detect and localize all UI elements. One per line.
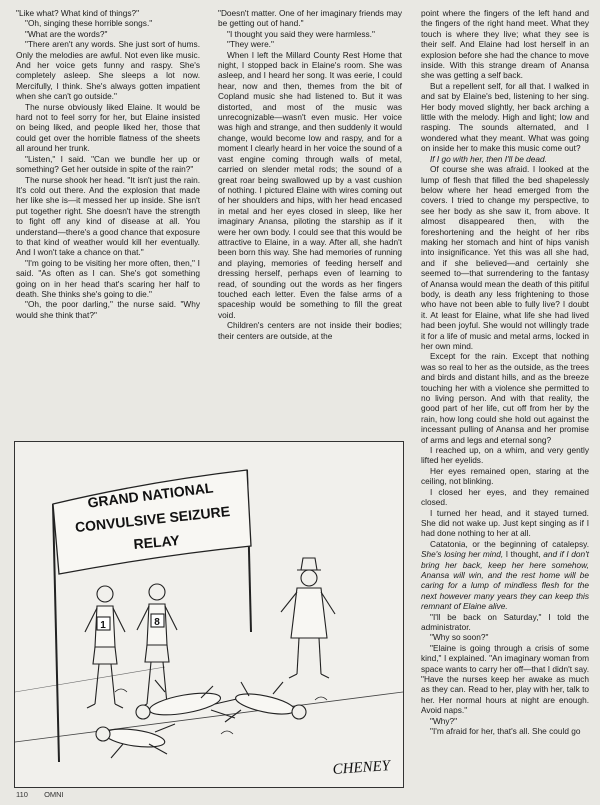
paragraph: point where the fingers of the left hand and the fingers of the right hand meet. What they touch is where they live; what they see is their self. And Elaine had lost herself in an explosion before she had the chance to move inside. With this strange dream of Anansa she was getting a self back. xyxy=(421,8,589,81)
relay-cartoon xyxy=(14,441,404,788)
paragraph: "I'll be back on Saturday," I told the administrator. xyxy=(421,611,589,632)
page-number: 110 xyxy=(16,790,28,799)
paragraph: The nurse obviously liked Elaine. It would be hard not to feel sorry for her, but Elaine insisted on being liked, and people liked her, those that could get over the horrible flatness of the sheets all around her trunk. xyxy=(16,101,200,154)
paragraph: Catatonia, or the beginning of catalepsy. She's losing her mind, I thought, and if I don't bring her back, keep her here somehow, Anansa will win, and the rest home will be caring for a lump of mindless flesh for the next however many years they can keep this remnant of Elaine alive. xyxy=(421,538,589,612)
paragraph: "Doesn't matter. One of her imaginary friends may be getting out of hand." xyxy=(218,8,402,29)
paragraph: Children's centers are not inside their bodies; their centers are outside, at the xyxy=(218,320,402,341)
paragraph: Her eyes remained open, staring at the ceiling, not blinking. xyxy=(421,465,589,487)
paragraph: "I thought you said they were harmless." xyxy=(227,28,375,39)
paragraph: "Like what? What kind of things?" xyxy=(16,8,140,18)
cartoon-drawing xyxy=(15,442,403,787)
cartoonist-signature: CHENEY xyxy=(332,758,391,778)
banner-line-1: GRAND NATIONAL xyxy=(86,479,215,511)
official xyxy=(281,558,335,678)
paragraph: "I'm afraid for her, that's all. She could go xyxy=(430,726,581,737)
runner-right xyxy=(137,584,177,708)
paragraph: The nurse shook her head. "It isn't just the rain. It's cold out there. And the explosion that made her like she is—it messed her up inside. She isn't put together right. She doesn't have the strength to fight off any kind of disease at all. You understand—there's a good chance that exposure to that kind of weather would kill her eventually. And I won't take a chance on that." xyxy=(16,174,200,258)
paragraph: "Oh, the poor darling," the nurse said. "Why would she think that?" xyxy=(16,299,200,320)
paragraph: "Why?" xyxy=(430,715,458,726)
paragraph: I closed her eyes, and they remained closed. xyxy=(421,486,589,508)
paragraph: "I'm going to be visiting her more often, then," I said. "As often as I can. She's got something going on in her head that's scaring her half to death. She thinks she's going to die." xyxy=(16,257,200,299)
paragraph: "There aren't any words. She just sort of hums. Only the melodies are awful. Not even like music. And her voice gets funny and raspy. She's completely asleep. She sleeps a lot now. Mercifully, I think. She's always gotten impatient when she can't go outside." xyxy=(16,39,200,102)
paragraph: I reached up, on a whim, and very gently lifted her eyelids. xyxy=(421,445,589,466)
paragraph: "Why so soon?" xyxy=(430,632,489,643)
magazine-name: OMNI xyxy=(44,790,64,799)
page-footer xyxy=(16,790,78,799)
paragraph-italic: If I go with her, then I'll be dead. xyxy=(430,153,547,164)
paragraph: I turned her head, and it stayed turned. She did not wake up. Just kept singing as if I had done nothing to her at all. xyxy=(421,507,589,539)
paragraph: Of course she was afraid. I looked at the lump of flesh that filled the bed shapelessly below where her head emerged from the covers. I tried to change my perspective, to see her body as she saw it, from above. It almost disappeared then, with the foreshortening and the height of her ribs making her stomach and hint of hips vanish into insignificance. Yet this was all she had, and if she believed—and certainly she seemed to—that surrendering to the fantasy of Anansa would mean the death of this pitiful body, is death any less frightening to those who have not been able to fully live? I doubt it. At least for Elaine, what life she had lived had been joyful. She would not willingly trade it for a life of music and metal arms, locked in her own mind. xyxy=(421,164,589,351)
bib-right: 8 xyxy=(154,617,160,628)
text-column-1 xyxy=(16,8,200,320)
paragraph: "What are the words?" xyxy=(25,28,108,39)
paragraph: But a repellent self, for all that. I walked in and sat by Elaine's bed, listening to her sing. Her body moved slightly, her back arching a little with the melody. High and light; low and rasping. The sounds alternated, and I wondered what they meant. What was going on inside her to make this music come out? xyxy=(421,80,589,154)
text-column-2 xyxy=(218,8,402,341)
text-column-3 xyxy=(421,8,589,736)
paragraph: "Oh, singing these horrible songs." xyxy=(25,18,153,29)
fallen-runners xyxy=(96,680,327,758)
banner-line-2: CONVULSIVE SEIZURE xyxy=(74,502,231,536)
paragraph: When I left the Millard County Rest Home that night, I stopped back in Elaine's room. She was asleep, and I heard her song. It was eerie, I could hear, now and then, themes from the bit of Copland music she had listened to. But it was distorted, and most of the music was unrecognizable—wasn't even music. Her voice was high and strange, and then suddenly it would change, would become low and raspy, and for a moment I clearly heard in her voice the sound of a vast engine coming through walls of metal, carried on slender metal rods; the sound of a great roar being swallowed up by a vast cushion of nothing. I pictured Elaine with wires coming out of her shoulders and hips, with her head encased in metal and her eyes closed in sleep, like her imaginary Anansa, piloting the starship as if it were her own body. I could see that this would be attractive to Elaine, in a way. After all, she hadn't been born this way. She had memories of running and playing, memories of feeding herself and dressing herself, perhaps even of learning to read, of sounding out the words as her fingers touched each letter. Even the false arms of a spaceship would be something to fill the great void. xyxy=(218,49,403,320)
paragraph: "They were." xyxy=(227,39,274,50)
paragraph: "Elaine is going through a crisis of some kind," I explained. "An imaginary woman from space wants to carry her off—that I didn't say. "Have the nurses keep her awake as much as they can. Read to her, play with her, talk to her. Her normal hours at night are enough. Avoid naps." xyxy=(421,642,589,716)
bib-left: 1 xyxy=(100,620,106,631)
banner-line-3: RELAY xyxy=(132,532,181,553)
paragraph: "Listen," I said. "Can we bundle her up or something? Get her outside in spite of the rain?" xyxy=(16,153,200,175)
paragraph: Except for the rain. Except that nothing was so real to her as the outside, as the trees and birds and distant hills, and as the breeze touching her with a violence she permitted to no living person. And with that reality, the good part of her life, cut off from her by the rain, how long could she hold out against the incessant pulling of Anansa and her promise of arms and legs and eternal song? xyxy=(421,351,589,445)
